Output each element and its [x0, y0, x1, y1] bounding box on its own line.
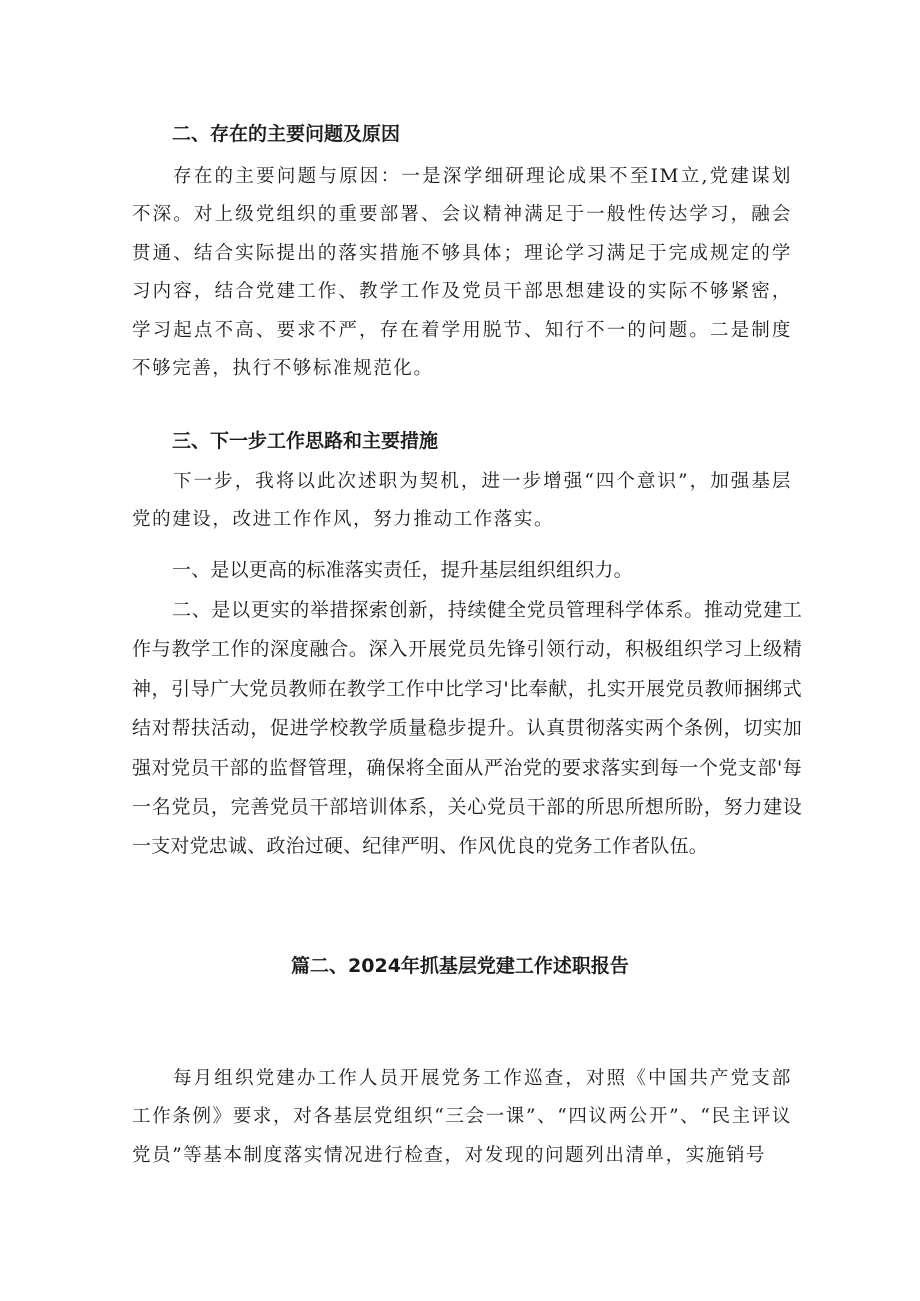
- article-two-paragraph: 每月组织党建办工作人员开展党务工作巡查，对照《中国共产党支部工作条例》要求，对各基层党组织“三会一课”、“四议两公开”、“民主评议党员”等基本制度落实情况进行检查，对发现的问题列出清单，实施销号: [132, 1068, 792, 1166]
- section-two-heading: 二、存在的主要问题及原因: [172, 123, 401, 145]
- article-two-title: 篇二、2024年抓基层党建工作述职报告: [291, 955, 629, 977]
- section-three-point-two: 二、是以更实的举措探索创新，持续健全党员管理科学体系。推动党建工作与教学工作的深度融合。深入开展党员先锋引领行动，积极组织学习上级精神，引导广大党员教师在教学工作中比学习'比奉献，扎实开展党员教师捆绑式结对帮扶活动，促进学校教学质量稳步提升。认真贯彻落实两个条例，切实加强对党员干部的监督管理，确保将全面从严治党的要求落实到每一个党支部'每一名党员，完善党员干部培训体系，关心党员干部的所思所想所盼，努力建设一支对党忠诚、政治过硬、纪律严明、作风优良的党务工作者队伍。: [132, 599, 802, 858]
- section-three-heading: 三、下一步工作思路和主要措施: [172, 430, 439, 452]
- section-two-paragraph: 存在的主要问题与原因：一是深学细研理论成果不至IM立,党建谋划不深。对上级党组织的重要部署、会议精神满足于一般性传达学习，融会贯通、结合实际提出的落实措施不够具体；理论学习满足于完成规定的学习内容，结合党建工作、教学工作及党员干部思想建设的实际不够紧密，学习起点不高、要求不严，存在着学用脱节、知行不一的问题。二是制度不够完善，执行不够标准规范化。: [132, 166, 792, 380]
- section-three-paragraph: 下一步，我将以此次述职为契机，进一步增强“四个意识”，加强基层党的建设，改进工作作风，努力推动工作落实。: [132, 471, 792, 531]
- section-three-point-one: 一、是以更高的标准落实责任，提升基层组织组织力。: [172, 559, 633, 581]
